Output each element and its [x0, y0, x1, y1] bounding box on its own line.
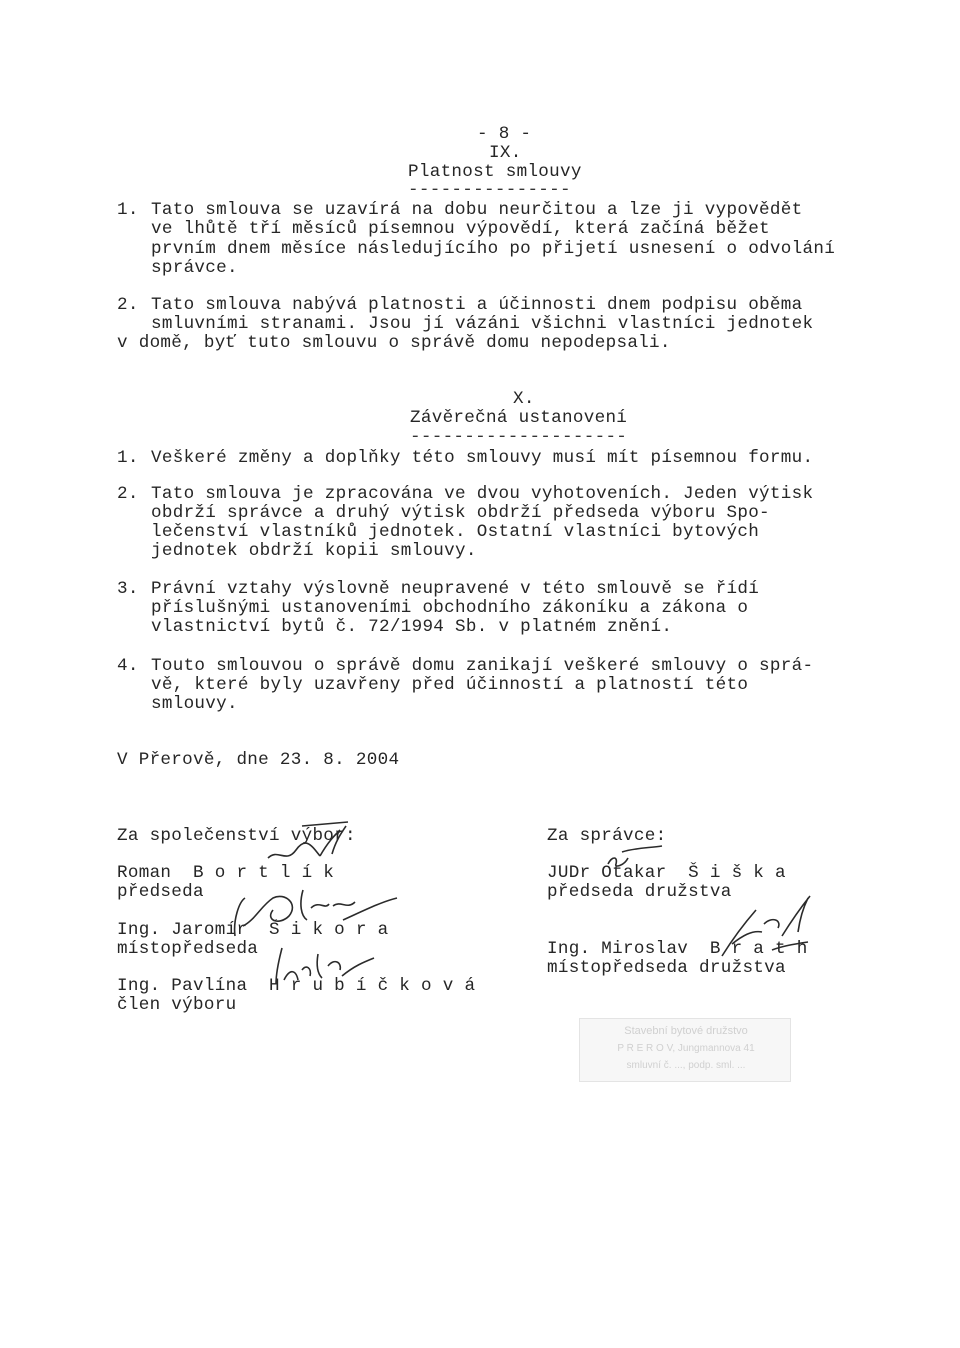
signer-role: místopředseda družstva — [547, 958, 786, 978]
signer-role: předseda družstva — [547, 882, 732, 902]
page-number: - 8 - — [477, 124, 532, 144]
x-item-3-number: 3. — [117, 579, 139, 599]
signer-role: předseda — [117, 882, 204, 902]
x-item-2-line: lečenství vlastníků jednotek. Ostatní vlastníci bytových — [151, 522, 760, 542]
right-signature-heading: Za správce: — [547, 826, 667, 846]
x-item-3-line: Právní vztahy výslovně neupravené v této smlouvě se řídí — [151, 579, 760, 599]
x-item-4-line: vě, které byly uzavřeny před účinností a platností této — [151, 675, 749, 695]
signer-name: Roman B o r t l í k — [117, 863, 335, 883]
x-item-3-line: vlastnictví bytů č. 72/1994 Sb. v platném znění. — [151, 617, 673, 637]
ix-item-1-line: prvním dnem měsíce následujícího po přijetí usnesení o odvolání — [151, 239, 836, 259]
x-item-3-line: příslušnými ustanoveními obchodního zákoníku a zákona o — [151, 598, 749, 618]
ix-item-2-line: v domě, byť tuto smlouvu o správě domu nepodepsali. — [117, 333, 671, 353]
ix-item-2-line: smluvními stranami. Jsou jí vázáni všichni vlastníci jednotek — [151, 314, 814, 334]
section-ix-heading: IX. — [489, 143, 522, 163]
signer-name: Ing. Jaromír Š i k o r a — [117, 920, 389, 940]
x-item-2-line: jednotek obdrží kopii smlouvy. — [151, 541, 477, 561]
x-item-2-line: obdrží správce a druhý výtisk obdrží předseda výboru Spo- — [151, 503, 770, 523]
stamp-line: P Ř E R O V, Jungmannova 41 — [617, 1043, 755, 1054]
ix-item-1-line: Tato smlouva se uzavírá na dobu neurčitou a lze ji vypovědět — [151, 200, 803, 220]
section-x-heading: X. — [513, 389, 535, 409]
signer-role: místopředseda — [117, 939, 259, 959]
ix-item-2-line: Tato smlouva nabývá platnosti a účinnosti dnem podpisu oběma — [151, 295, 803, 315]
x-item-4-number: 4. — [117, 656, 139, 676]
place-date: V Přerově, dne 23. 8. 2004 — [117, 750, 400, 770]
section-x-underline: -------------------- — [410, 427, 628, 447]
x-item-2-line: Tato smlouva je zpracována ve dvou vyhotoveních. Jeden výtisk — [151, 484, 814, 504]
x-item-1-line: Veškeré změny a doplňky této smlouvy musí mít písemnou formu. — [151, 448, 814, 468]
ix-item-2-number: 2. — [117, 295, 139, 315]
stamp-line: smluvní č. ..., podp. sml. ... — [626, 1060, 746, 1071]
ix-item-1-line: správce. — [151, 258, 238, 278]
x-item-4-line: Touto smlouvou o správě domu zanikají veškeré smlouvy o sprá- — [151, 656, 814, 676]
x-item-4-line: smlouvy. — [151, 694, 238, 714]
stamp-line: Stavební bytové družstvo — [624, 1025, 748, 1037]
x-item-2-number: 2. — [117, 484, 139, 504]
cooperative-stamp — [579, 1018, 791, 1082]
signer-name: Ing. Miroslav B r a t h — [547, 939, 808, 959]
section-ix-underline: --------------- — [408, 180, 571, 200]
signer-name: Ing. Pavlína H r u b í č k o v á — [117, 976, 476, 996]
section-x-title: Závěrečná ustanovení — [410, 408, 628, 428]
section-ix-title: Platnost smlouvy — [408, 162, 582, 182]
ix-item-1-line: ve lhůtě tří měsíců písemnou výpovědí, která začíná běžet — [151, 219, 770, 239]
ix-item-1-number: 1. — [117, 200, 139, 220]
x-item-1-number: 1. — [117, 448, 139, 468]
left-signature-heading: Za společenství výbor: — [117, 826, 356, 846]
signer-role: člen výboru — [117, 995, 237, 1015]
signer-name: JUDr Otakar Š i š k a — [547, 863, 786, 883]
